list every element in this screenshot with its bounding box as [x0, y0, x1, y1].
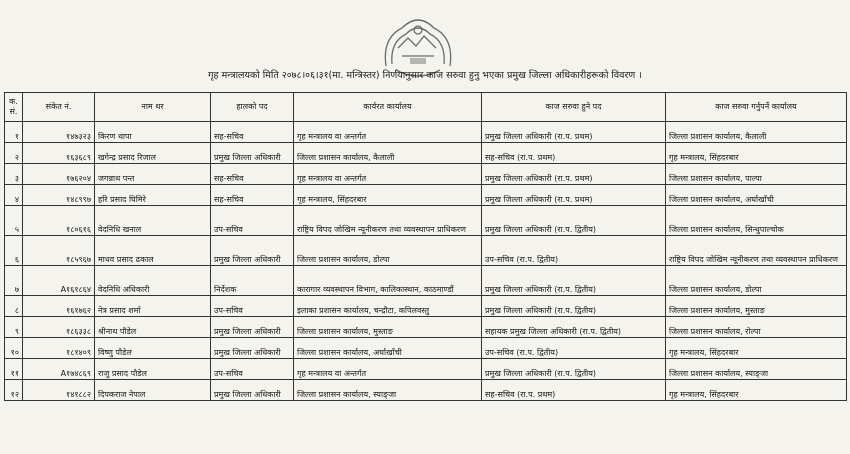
cell-deputed-post: प्रमुख जिल्ला अधिकारी (रा.प. द्वितीय): [482, 296, 666, 317]
table-row: [5, 359, 847, 380]
cell-office: इलाका प्रशासन कार्यालय, चन्द्रौटा, कपिलवस्तु: [294, 296, 482, 317]
header-row: [5, 93, 847, 122]
cell-sn: १०: [5, 338, 23, 359]
cell-sn: ७: [5, 266, 23, 296]
header-symbol: संकेत नं.: [23, 93, 95, 122]
cell-sn: १: [5, 122, 23, 143]
cell-sn: ८: [5, 296, 23, 317]
cell-deputed-office: राष्ट्रिय विपद जोखिम न्यूनीकरण तथा व्यवस्थापन प्राधिकरण: [666, 236, 847, 266]
cell-name: श्रीनाथ पौडेल: [95, 317, 211, 338]
cell-name: जगन्नाथ पन्त: [95, 164, 211, 185]
table-row: [5, 143, 847, 164]
cell-post: प्रमुख जिल्ला अधिकारी: [211, 338, 294, 359]
cell-sn: ९: [5, 317, 23, 338]
cell-office: गृह मन्त्रालय वा अन्तर्गत: [294, 359, 482, 380]
cell-symbol: १८०६१६: [23, 206, 95, 236]
cell-sn: ६: [5, 236, 23, 266]
cell-deputed-office: गृह मन्त्रालय, सिंहदरबार: [666, 380, 847, 401]
cell-name: हरि प्रसाद घिमिरे: [95, 185, 211, 206]
cell-post: प्रमुख जिल्ला अधिकारी: [211, 236, 294, 266]
cell-sn: २: [5, 143, 23, 164]
header-office: कार्यरत कार्यालय: [294, 93, 482, 122]
cell-deputed-office: जिल्ला प्रशासन कार्यालय, रोल्पा: [666, 317, 847, 338]
header-sn: क. सं.: [5, 93, 23, 122]
cell-symbol: १४८९९७: [23, 185, 95, 206]
cell-deputed-post: उप-सचिव (रा.प. द्वितीय): [482, 338, 666, 359]
table-row: [5, 380, 847, 401]
cell-office: जिल्ला प्रशासन कार्यालय, कैलाली: [294, 143, 482, 164]
cell-name: विष्णु पौडेल: [95, 338, 211, 359]
cell-deputed-post: प्रमुख जिल्ला अधिकारी (रा.प. द्वितीय): [482, 359, 666, 380]
cell-symbol: १८५९६७: [23, 236, 95, 266]
cell-sn: ४: [5, 185, 23, 206]
table-row: [5, 317, 847, 338]
document-title: गृह मन्त्रालयको मिति २०७८।०६।३१(मा. मन्त्रिस्तर) निर्णयानुसार काज सरुवा हुनु भएका प्रमुख जिल्ला अधिकारीहरूको विवरण ।: [208, 70, 642, 81]
cell-office: कारागार व्यवस्थापन विभाग, कालिकास्थान, काठमाण्डौं: [294, 266, 482, 296]
cell-deputed-office: जिल्ला प्रशासन कार्यालय, मुस्ताङ: [666, 296, 847, 317]
header-post: हालको पद: [211, 93, 294, 122]
cell-name: खगेन्द्र प्रसाद रिजाल: [95, 143, 211, 164]
cell-office: गृह मन्त्रालय वा अन्तर्गत: [294, 164, 482, 185]
cell-symbol: १६३६८९: [23, 143, 95, 164]
cell-symbol: A१६१८६४: [23, 266, 95, 296]
cell-deputed-post: सह-सचिव (रा.प. प्रथम): [482, 143, 666, 164]
cell-name: वेदनिधि खनाल: [95, 206, 211, 236]
table-row: [5, 266, 847, 296]
header-deputed-office: काज सरुवा गर्नुपर्ने कार्यालय: [666, 93, 847, 122]
table-row: [5, 164, 847, 185]
cell-deputed-post: उप-सचिव (रा.प. द्वितीय): [482, 236, 666, 266]
cell-deputed-office: जिल्ला प्रशासन कार्यालय, सिन्धुपाल्चोक: [666, 206, 847, 236]
cell-deputed-office: जिल्ला प्रशासन कार्यालय, अर्घाखाँची: [666, 185, 847, 206]
cell-symbol: A१७४८६९: [23, 359, 95, 380]
cell-post: सह-सचिव: [211, 122, 294, 143]
cell-post: प्रमुख जिल्ला अधिकारी: [211, 317, 294, 338]
cell-post: निर्देशक: [211, 266, 294, 296]
table-row: [5, 206, 847, 236]
transfer-roster-table: [4, 92, 847, 401]
cell-post: उप-सचिव: [211, 359, 294, 380]
cell-office: जिल्ला प्रशासन कार्यालय, अर्घाखाँची: [294, 338, 482, 359]
header-deputed-post: काज सरुवा हुने पद: [482, 93, 666, 122]
cell-sn: ३: [5, 164, 23, 185]
cell-deputed-post: प्रमुख जिल्ला अधिकारी (रा.प. प्रथम): [482, 185, 666, 206]
cell-symbol: १६१७६२: [23, 296, 95, 317]
cell-deputed-post: प्रमुख जिल्ला अधिकारी (रा.प. प्रथम): [482, 122, 666, 143]
cell-symbol: १४७३२३: [23, 122, 95, 143]
cell-symbol: १४१८८२: [23, 380, 95, 401]
cell-deputed-post: प्रमुख जिल्ला अधिकारी (रा.प. प्रथम): [482, 164, 666, 185]
cell-sn: १२: [5, 380, 23, 401]
header-name: नाम थर: [95, 93, 211, 122]
cell-symbol: १८१४०९: [23, 338, 95, 359]
cell-deputed-office: जिल्ला प्रशासन कार्यालय, कैलाली: [666, 122, 847, 143]
cell-office: गृह मन्त्रालय, सिंहदरबार: [294, 185, 482, 206]
cell-office: जिल्ला प्रशासन कार्यालय, स्याङ्जा: [294, 380, 482, 401]
table-row: [5, 338, 847, 359]
cell-name: किरण थापा: [95, 122, 211, 143]
cell-name: राजु प्रसाद पौडेल: [95, 359, 211, 380]
cell-deputed-post: सहायक प्रमुख जिल्ला अधिकारी (रा.प. द्वितीय): [482, 317, 666, 338]
cell-name: नेत्र प्रसाद शर्मा: [95, 296, 211, 317]
cell-post: उप-सचिव: [211, 296, 294, 317]
cell-deputed-office: जिल्ला प्रशासन कार्यालय, पाल्पा: [666, 164, 847, 185]
cell-post: प्रमुख जिल्ला अधिकारी: [211, 143, 294, 164]
cell-deputed-post: प्रमुख जिल्ला अधिकारी (रा.प. द्वितीय): [482, 206, 666, 236]
cell-name: वेदनिधि अधिकारी: [95, 266, 211, 296]
cell-office: जिल्ला प्रशासन कार्यालय, डोल्पा: [294, 236, 482, 266]
cell-post: सह-सचिव: [211, 164, 294, 185]
cell-deputed-post: सह-सचिव (रा.प. प्रथम): [482, 380, 666, 401]
table-row: [5, 296, 847, 317]
cell-post: उप-सचिव: [211, 206, 294, 236]
cell-deputed-office: जिल्ला प्रशासन कार्यालय, डोल्पा: [666, 266, 847, 296]
table-row: [5, 185, 847, 206]
cell-deputed-office: जिल्ला प्रशासन कार्यालय, स्याङ्जा: [666, 359, 847, 380]
cell-office: गृह मन्त्रालय वा अन्तर्गत: [294, 122, 482, 143]
cell-symbol: १८६३३८: [23, 317, 95, 338]
cell-office: राष्ट्रिय विपद जोखिम न्यूनीकरण तथा व्यवस्थापन प्राधिकरण: [294, 206, 482, 236]
cell-name: माधव प्रसाद ढकाल: [95, 236, 211, 266]
cell-deputed-office: गृह मन्त्रालय, सिंहदरबार: [666, 143, 847, 164]
cell-post: सह-सचिव: [211, 185, 294, 206]
cell-deputed-post: प्रमुख जिल्ला अधिकारी (रा.प. द्वितीय): [482, 266, 666, 296]
cell-sn: ५: [5, 206, 23, 236]
cell-symbol: १७६२०४: [23, 164, 95, 185]
cell-name: दिपकराज नेपाल: [95, 380, 211, 401]
cell-sn: ११: [5, 359, 23, 380]
cell-deputed-office: गृह मन्त्रालय, सिंहदरबार: [666, 338, 847, 359]
table-row: [5, 122, 847, 143]
cell-office: जिल्ला प्रशासन कार्यालय, मुस्ताङ: [294, 317, 482, 338]
table-row: [5, 236, 847, 266]
cell-post: प्रमुख जिल्ला अधिकारी: [211, 380, 294, 401]
